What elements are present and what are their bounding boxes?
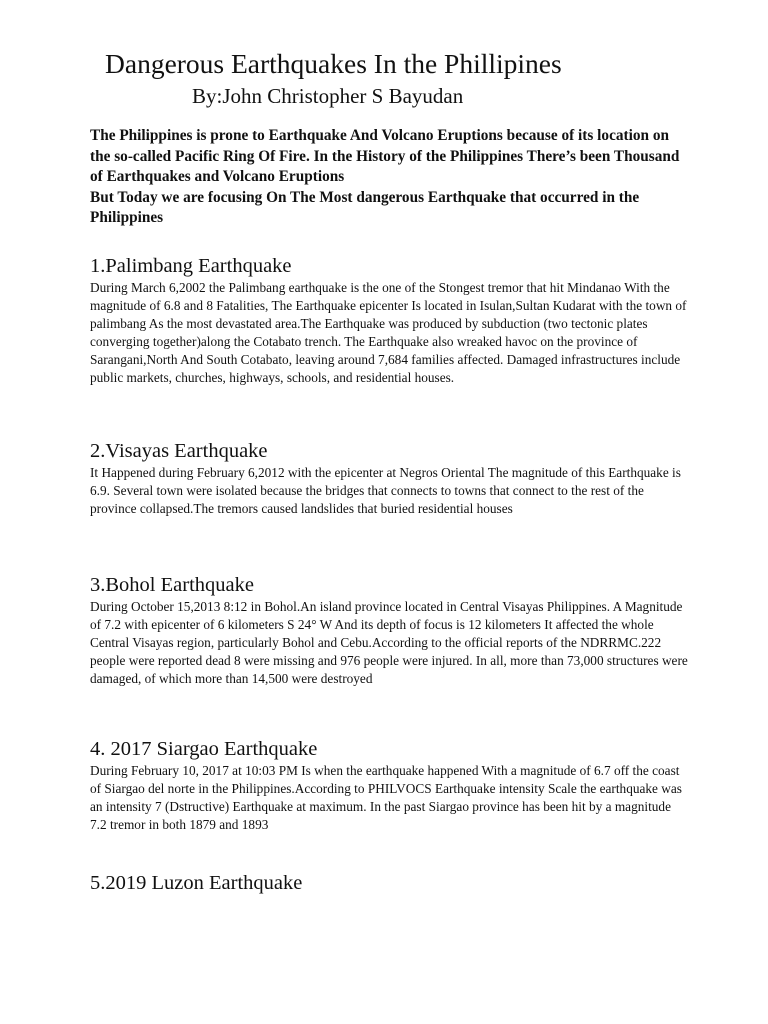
intro-block (90, 126, 680, 229)
section-palimbang (90, 253, 690, 387)
section-visayas (90, 438, 690, 518)
section-heading: 3.Bohol Earthquake (90, 574, 254, 596)
section-body: During October 15,2013 8:12 in Bohol.An island province located in Central Visayas Philippines. A Magnitude of 7.2 with epicenter of 6 kilometers S 24° W And its depth of focus is 12 kilometers It affected the whole Central Visayas region, particularly Bohol and Cebu.According to the official reports of the NDRRMC.222 people were reported dead 8 were missing and 976 people were injured. In all, more than 73,000 structures were damaged, of which more than 14,500 were destroyed (90, 599, 688, 686)
section-heading: 2.Visayas Earthquake (90, 440, 268, 462)
section-luzon (90, 870, 690, 896)
section-body: During February 10, 2017 at 10:03 PM Is when the earthquake happened With a magnitude of 6.7 off the coast of Siargao del norte in the Philippines.According to PHILVOCS Earthquake intensity Scale the earthquake was an intensity 7 (Dstructive) Earthquake at maximum. In the past Siargao province has been hit by a magnitude 7.2 tremor in both 1879 and 1893 (90, 763, 682, 832)
section-body: It Happened during February 6,2012 with the epicenter at Negros Oriental The magnitude of this Earthquake is 6.9. Several town were isolated because the bridges that connects to towns that connect to the rest of the province collapsed.The tremors caused landslides that buried residential houses (90, 465, 681, 516)
author-line: By:John Christopher S Bayudan (192, 84, 464, 108)
section-body: During March 6,2002 the Palimbang earthquake is the one of the Stongest tremor that hit Mindanao With the magnitude of 6.8 and 8 Fatalities, The Earthquake epicenter Is located in Isulan,Sultan Kudarat with the town of palimbang As the most devastated area.The Earthquake was produced by subduction (two tectonic plates converging together)along the Cotabato trench. The Earthquake also wreaked havoc on the province of Sarangani,North And South Cotabato, leaving around 7,684 families affected. Damaged infrastructures include public markets, churches, highways, schools, and residential houses. (90, 280, 687, 385)
document-title: Dangerous Earthquakes In the Phillipines (105, 48, 562, 79)
intro-paragraph: The Philippines is prone to Earthquake And Volcano Eruptions because of its location on the so-called Pacific Ring Of Fire. In the History of the Philippines There’s been Thousand of Earthquakes and Volcano Eruptions (90, 127, 680, 185)
section-bohol (90, 572, 690, 688)
section-heading: 5.2019 Luzon Earthquake (90, 872, 303, 894)
section-heading: 4. 2017 Siargao Earthquake (90, 738, 318, 760)
intro-paragraph: But Today we are focusing On The Most dangerous Earthquake that occurred in the Philippines (90, 188, 640, 226)
section-heading: 1.Palimbang Earthquake (90, 255, 292, 277)
section-siargao (90, 736, 690, 834)
